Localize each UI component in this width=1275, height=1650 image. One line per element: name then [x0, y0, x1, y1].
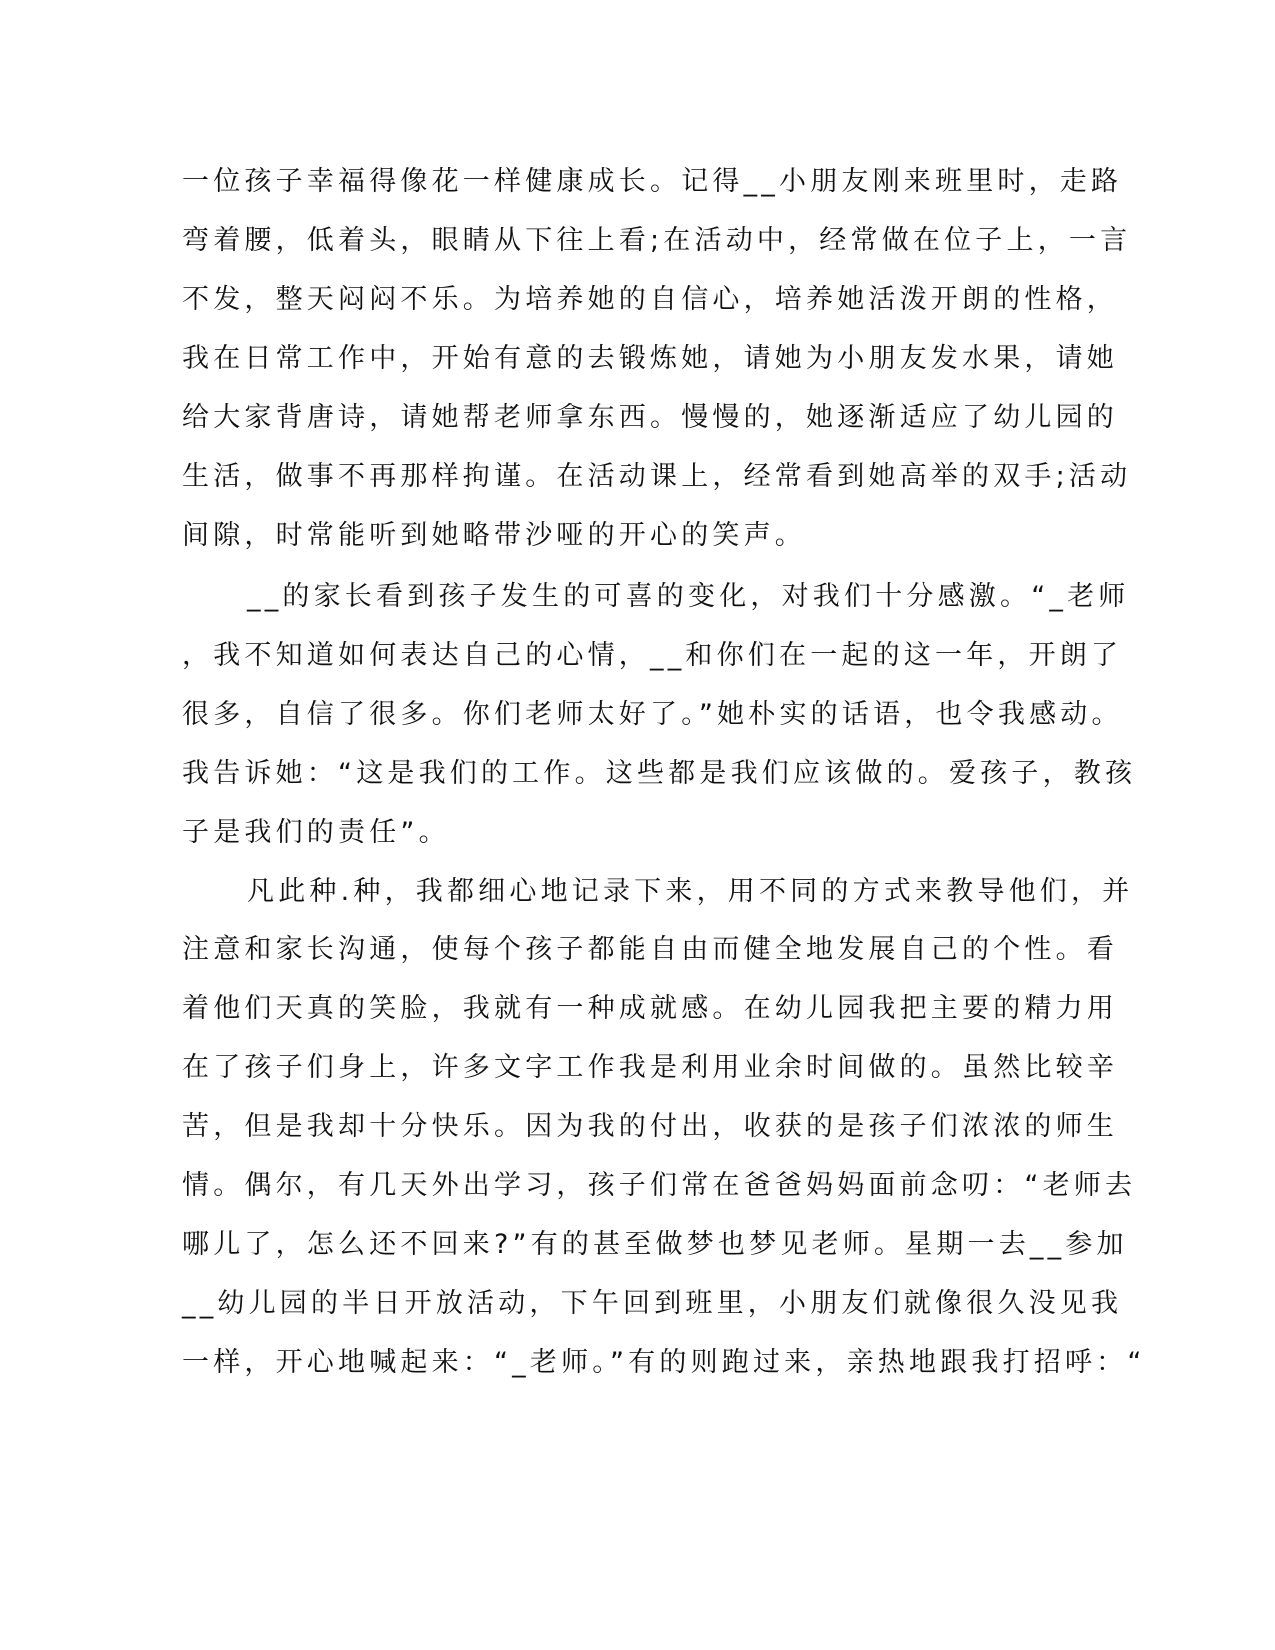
paragraph-3-line-8: __幼儿园的半日开放活动，下午回到班里，小朋友们就像很久没见我: [182, 1288, 1123, 1319]
paragraph-3-line-4: 在了孩子们身上，许多文字工作我是利用业余时间做的。虽然比较辛: [182, 1052, 1118, 1083]
paragraph-3-line-6: 情。偶尔，有几天外出学习，孩子们常在爸爸妈妈面前念叨：“老师去: [182, 1170, 1137, 1201]
paragraph-3-line-9: 一样，开心地喊起来：“_老师。”有的则跑过来，亲热地跟我打招呼：“: [182, 1347, 1146, 1378]
paragraph-2-line-1: __的家长看到孩子发生的可喜的变化，对我们十分感激。“_老师: [247, 581, 1130, 612]
paragraph-1-line-6: 生活，做事不再那样拘谨。在活动课上，经常看到她高举的双手;活动: [182, 461, 1132, 492]
paragraph-2-line-5: 子是我们的责任”。: [182, 817, 450, 848]
paragraph-1-line-3: 不发，整天闷闷不乐。为培养她的自信心，培养她活泼开朗的性格，: [182, 284, 1118, 315]
paragraph-3-line-3: 着他们天真的笑脸，我就有一种成就感。在幼儿园我把主要的精力用: [182, 993, 1118, 1024]
paragraph-1-line-7: 间隙，时常能听到她略带沙哑的开心的笑声。: [182, 520, 806, 551]
paragraph-3-line-7: 哪儿了，怎么还不回来?”有的甚至做梦也梦见老师。星期一去__参加: [182, 1229, 1128, 1260]
paragraph-1-line-5: 给大家背唐诗，请她帮老师拿东西。慢慢的，她逐渐适应了幼儿园的: [182, 402, 1118, 433]
paragraph-2-line-4: 我告诉她：“这是我们的工作。这些都是我们应该做的。爱孩子，教孩: [182, 758, 1137, 789]
paragraph-2-line-3: 很多，自信了很多。你们老师太好了。”她朴实的话语，也令我感动。: [182, 699, 1123, 730]
paragraph-2-line-2: ，我不知道如何表达自己的心情，__和你们在一起的这一年，开朗了: [182, 640, 1123, 671]
paragraph-3-line-2: 注意和家长沟通，使每个孩子都能自由而健全地发展自己的个性。看: [182, 934, 1118, 965]
paragraph-3-line-1: 凡此种.种，我都细心地记录下来，用不同的方式来教导他们，并: [247, 876, 1134, 907]
paragraph-1-line-2: 弯着腰，低着头，眼睛从下往上看;在活动中，经常做在位子上，一言: [182, 225, 1132, 256]
paragraph-1-line-4: 我在日常工作中，开始有意的去锻炼她，请她为小朋友发水果，请她: [182, 343, 1118, 374]
paragraph-1-line-1: 一位孩子幸福得像花一样健康成长。记得__小朋友刚来班里时，走路: [182, 166, 1123, 197]
paragraph-3-line-5: 苦，但是我却十分快乐。因为我的付出，收获的是孩子们浓浓的师生: [182, 1111, 1118, 1142]
